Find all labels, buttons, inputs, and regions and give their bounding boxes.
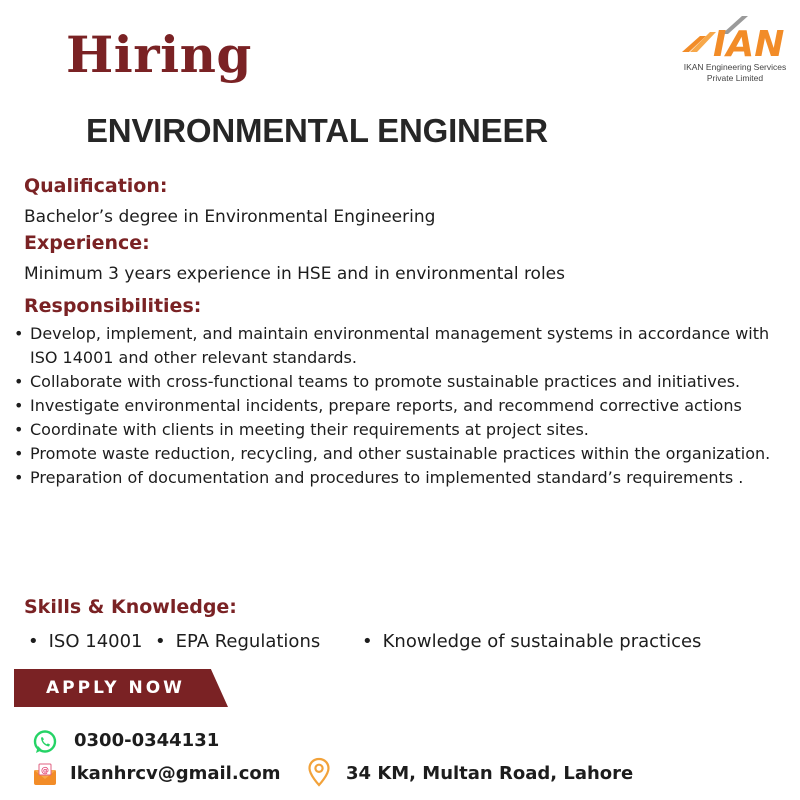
responsibilities-list [14, 322, 794, 490]
list-item: • Develop, implement, and maintain environmental management systems in accordance with ISO 14001 and other relevant standards. [14, 322, 794, 370]
list-item: • Promote waste reduction, recycling, and other sustainable practices within the organization. [14, 442, 794, 466]
qualification-heading: Qualification: [24, 175, 168, 197]
skill-item [362, 631, 701, 653]
email-address[interactable]: Ikanhrcv@gmail.com [70, 763, 281, 784]
svg-text:@: @ [41, 766, 49, 775]
ikan-logo-icon [680, 12, 790, 62]
company-name-line2: Private Limited [706, 73, 764, 83]
skill-item [155, 631, 320, 653]
bullet-icon: • [362, 631, 373, 652]
skill-item [28, 631, 143, 653]
list-item: • Investigate environmental incidents, prepare reports, and recommend corrective actions [14, 394, 794, 418]
skill-label: ISO 14001 [48, 631, 143, 652]
company-name-line1: IKAN Engineering Services [683, 62, 787, 72]
whatsapp-icon [32, 729, 58, 755]
list-item: • Preparation of documentation and procedures to implemented standard’s requirements . [14, 466, 794, 490]
bullet-icon: • [28, 631, 39, 652]
experience-heading: Experience: [24, 232, 150, 254]
list-item: • Collaborate with cross-functional teams to promote sustainable practices and initiatives. [14, 370, 794, 394]
logo-letters: IAN [713, 24, 785, 62]
job-title: ENVIRONMENTAL ENGINEER [86, 112, 548, 149]
list-item: • Coordinate with clients in meeting their requirements at project sites. [14, 418, 794, 442]
responsibilities-heading: Responsibilities: [24, 295, 202, 317]
bullet-icon: • [155, 631, 166, 652]
experience-text: Minimum 3 years experience in HSE and in environmental roles [24, 264, 565, 284]
skill-label: EPA Regulations [175, 631, 321, 652]
location-pin-icon [306, 757, 332, 787]
qualification-text: Bachelor’s degree in Environmental Engineering [24, 207, 436, 227]
phone-number[interactable]: 0300-0344131 [74, 730, 220, 751]
company-logo [680, 12, 790, 92]
hiring-title: Hiring [66, 25, 252, 84]
office-address: 34 KM, Multan Road, Lahore [346, 763, 634, 784]
skill-label: Knowledge of sustainable practices [382, 631, 702, 652]
skills-heading: Skills & Knowledge: [24, 596, 237, 618]
apply-now-label[interactable]: APPLY NOW [46, 678, 185, 698]
email-icon [32, 761, 58, 787]
company-name [680, 62, 790, 84]
